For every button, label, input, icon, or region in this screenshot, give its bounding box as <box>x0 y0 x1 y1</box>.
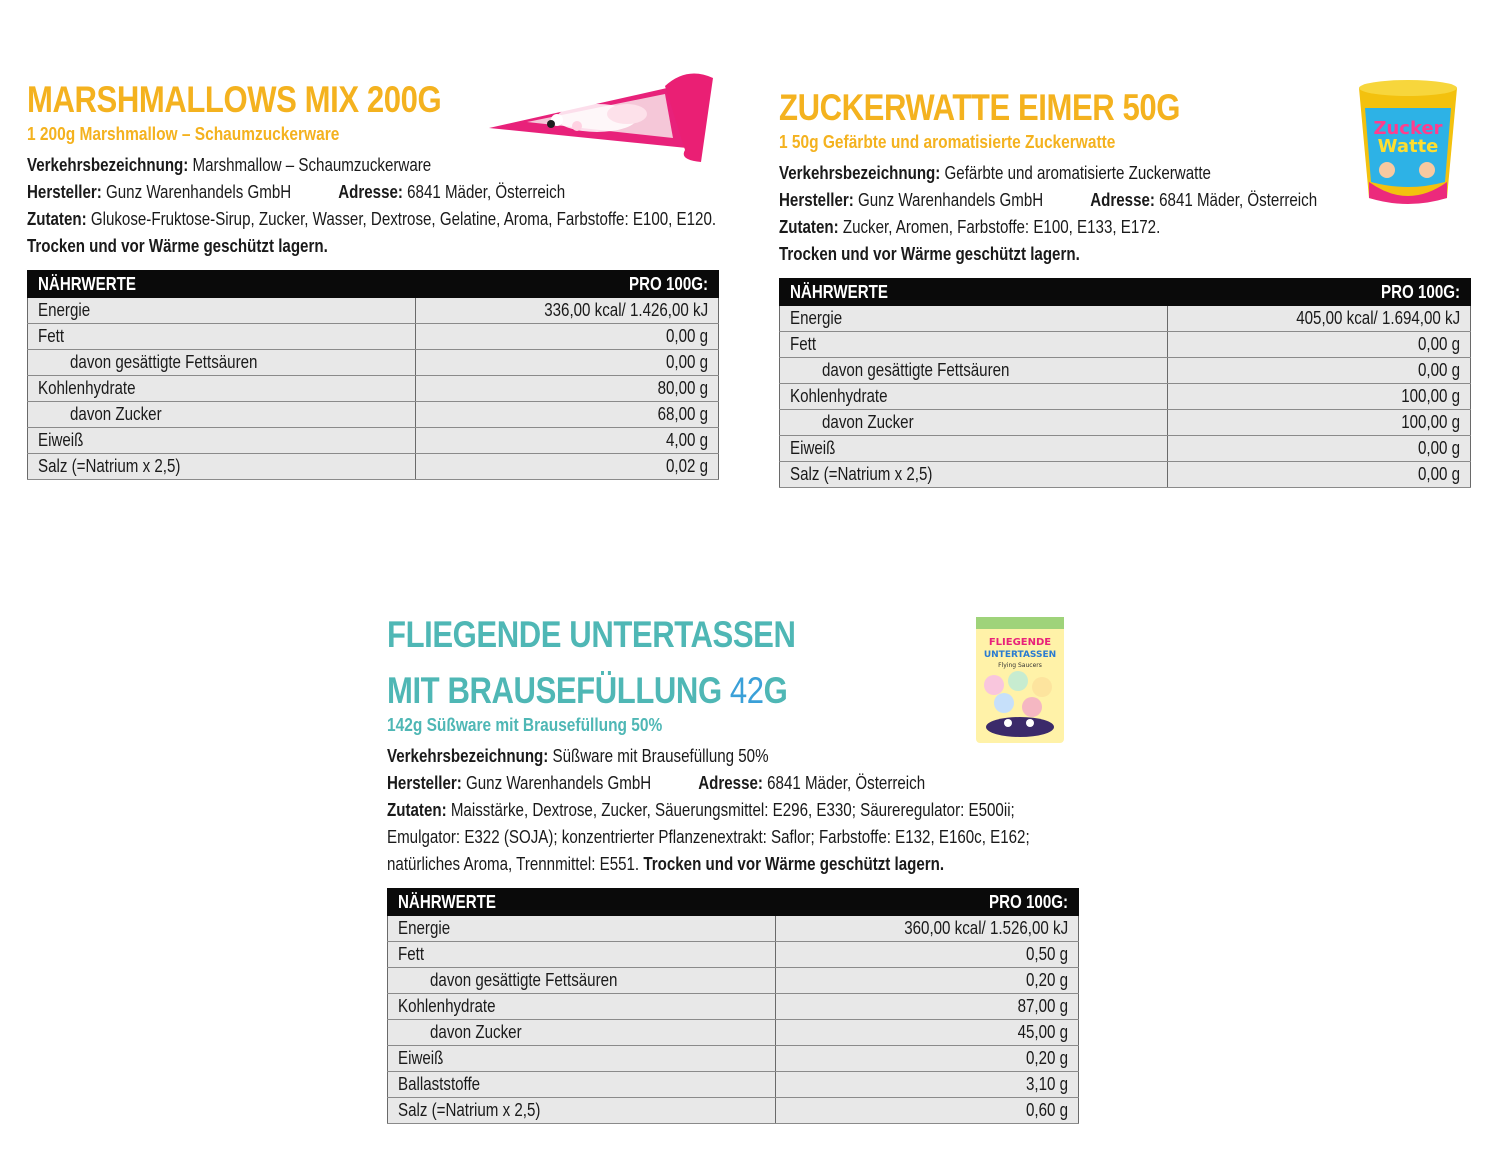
nutrient-value: 0,00 g <box>415 324 718 350</box>
table-row <box>780 358 1471 384</box>
table-row <box>28 402 719 428</box>
nutrient-label: Kohlenhydrate <box>780 384 1168 410</box>
table-row <box>388 1020 1079 1046</box>
table-header-value: PRO 100G: <box>1167 279 1470 306</box>
table-header-label: NÄHRWERTE <box>28 271 416 298</box>
table-row <box>28 376 719 402</box>
nutrient-value: 0,00 g <box>415 350 718 376</box>
value: Maisstärke, Dextrose, Zucker, Säuerungsmittel: E296, E330; Säureregulator: E500ii; Emulgator: E322 (SOJA); konzentrierter Pflanzenextrakt: Saflor; Farbstoffe: E132, E160c, E162; natürliches Aroma, Trennmittel: E551. <box>387 800 1030 874</box>
table-row <box>388 994 1079 1020</box>
nutrient-label: davon Zucker <box>28 402 416 428</box>
label: Verkehrsbezeichnung: <box>387 746 549 766</box>
title-unit: G <box>763 670 788 711</box>
nutrient-value: 360,00 kcal/ 1.526,00 kJ <box>775 916 1078 942</box>
storage-note: Trocken und vor Wärme geschützt lagern. <box>779 244 1080 264</box>
svg-text:FLIEGENDE: FLIEGENDE <box>988 637 1052 648</box>
nutrient-value: 4,00 g <box>415 428 718 454</box>
nutrient-label: Kohlenhydrate <box>388 994 776 1020</box>
table-row <box>780 332 1471 358</box>
label: Hersteller: <box>779 190 854 210</box>
product-subtitle: 142g Süßware mit Brausefüllung 50% <box>387 715 663 735</box>
nutrient-value: 0,00 g <box>1167 332 1470 358</box>
product-title-line1: FLIEGENDE UNTERTASSEN <box>387 614 796 655</box>
nutrient-label: davon Zucker <box>780 410 1168 436</box>
nutrient-label: Salz (=Natrium x 2,5) <box>28 454 416 480</box>
label: Zutaten: <box>779 217 839 237</box>
label: Verkehrsbezeichnung: <box>27 155 189 175</box>
table-row <box>388 916 1079 942</box>
nutrient-label: Eiweiß <box>28 428 416 454</box>
nutrient-label: Eiweiß <box>388 1046 776 1072</box>
nutrient-value: 0,00 g <box>1167 358 1470 384</box>
flying-saucers-bag-image <box>974 615 1066 745</box>
nutrient-label: Kohlenhydrate <box>28 376 416 402</box>
nutrient-label: Energie <box>28 298 416 324</box>
nutrition-table <box>387 888 1079 1124</box>
label: Zutaten: <box>387 800 447 820</box>
info-line <box>387 743 1076 770</box>
label: Adresse: <box>338 182 403 202</box>
label: Adresse: <box>698 773 763 793</box>
table-row <box>28 350 719 376</box>
label: Zutaten: <box>27 209 87 229</box>
nutrient-label: Salz (=Natrium x 2,5) <box>780 462 1168 488</box>
table-row <box>780 436 1471 462</box>
nutrient-label: Salz (=Natrium x 2,5) <box>388 1098 776 1124</box>
nutrient-value: 100,00 g <box>1167 384 1470 410</box>
nutrient-value: 87,00 g <box>775 994 1078 1020</box>
label: Hersteller: <box>387 773 462 793</box>
nutrition-table <box>27 270 719 480</box>
nutrient-label: Ballaststoffe <box>388 1072 776 1098</box>
value: 6841 Mäder, Österreich <box>402 182 566 202</box>
info-line <box>387 797 1076 878</box>
svg-text:Watte: Watte <box>1377 136 1439 157</box>
nutrient-value: 336,00 kcal/ 1.426,00 kJ <box>415 298 718 324</box>
info-line <box>779 214 1468 241</box>
cotton-candy-bucket-image <box>1355 78 1461 210</box>
nutrient-value: 0,50 g <box>775 942 1078 968</box>
title-text: MIT BRAUSEFÜLLUNG <box>387 670 722 711</box>
table-header-value: PRO 100G: <box>775 889 1078 916</box>
nutrient-value: 80,00 g <box>415 376 718 402</box>
nutrient-value: 0,20 g <box>775 1046 1078 1072</box>
nutrient-label: Fett <box>28 324 416 350</box>
product-subtitle: 1 50g Gefärbte und aromatisierte Zuckerwatte <box>779 132 1116 152</box>
marshmallow-cone-image <box>487 66 719 166</box>
table-row <box>388 968 1079 994</box>
nutrition-table <box>779 278 1471 488</box>
value: Glukose-Fruktose-Sirup, Zucker, Wasser, Dextrose, Gelatine, Aroma, Farbstoffe: E100, E120. <box>86 209 717 229</box>
table-row <box>780 410 1471 436</box>
nutrient-label: Fett <box>780 332 1168 358</box>
nutrient-value: 0,60 g <box>775 1098 1078 1124</box>
table-row <box>28 428 719 454</box>
storage-note: Trocken und vor Wärme geschützt lagern. <box>643 854 945 874</box>
product-subtitle: 1 200g Marshmallow – Schaumzuckerware <box>27 124 340 144</box>
nutrient-label: davon Zucker <box>388 1020 776 1046</box>
value: Marshmallow – Schaumzuckerware <box>188 155 432 175</box>
label: Adresse: <box>1090 190 1155 210</box>
nutrient-label: Energie <box>780 306 1168 332</box>
value: Gefärbte und aromatisierte Zuckerwatte <box>940 163 1211 183</box>
table-row <box>388 1072 1079 1098</box>
product-title: ZUCKERWATTE EIMER 50G <box>779 87 1181 128</box>
product-title-line2 <box>387 669 968 713</box>
nutrient-value: 0,00 g <box>1167 462 1470 488</box>
table-row <box>780 306 1471 332</box>
value: 6841 Mäder, Österreich <box>1154 190 1318 210</box>
table-row <box>388 942 1079 968</box>
info-line <box>27 179 716 206</box>
title-number: 42 <box>729 670 764 711</box>
svg-text:UNTERTASSEN: UNTERTASSEN <box>983 650 1057 660</box>
value: Gunz Warenhandels GmbH <box>853 190 1044 210</box>
info-line <box>387 770 1076 797</box>
label: Hersteller: <box>27 182 102 202</box>
nutrient-value: 100,00 g <box>1167 410 1470 436</box>
nutrient-label: Fett <box>388 942 776 968</box>
table-row <box>28 324 719 350</box>
nutrient-label: davon gesättigte Fettsäuren <box>388 968 776 994</box>
nutrient-value: 0,00 g <box>1167 436 1470 462</box>
storage-note: Trocken und vor Wärme geschützt lagern. <box>27 236 328 256</box>
table-header-label: NÄHRWERTE <box>780 279 1168 306</box>
nutrient-label: davon gesättigte Fettsäuren <box>780 358 1168 384</box>
svg-text:Zucker: Zucker <box>1373 118 1443 139</box>
value: Süßware mit Brausefüllung 50% <box>548 746 769 766</box>
value: 6841 Mäder, Österreich <box>762 773 926 793</box>
table-row <box>780 384 1471 410</box>
nutrient-label: Energie <box>388 916 776 942</box>
table-header-label: NÄHRWERTE <box>388 889 776 916</box>
nutrient-value: 45,00 g <box>775 1020 1078 1046</box>
svg-text:Flying Saucers: Flying Saucers <box>998 662 1042 669</box>
product-title: MARSHMALLOWS MIX 200G <box>27 79 442 120</box>
nutrient-value: 405,00 kcal/ 1.694,00 kJ <box>1167 306 1470 332</box>
info-line <box>27 206 716 233</box>
nutrient-value: 68,00 g <box>415 402 718 428</box>
value: Gunz Warenhandels GmbH <box>101 182 292 202</box>
nutrient-label: davon gesättigte Fettsäuren <box>28 350 416 376</box>
value: Gunz Warenhandels GmbH <box>461 773 652 793</box>
table-row <box>388 1098 1079 1124</box>
table-row <box>388 1046 1079 1072</box>
table-row <box>28 298 719 324</box>
label: Verkehrsbezeichnung: <box>779 163 941 183</box>
nutrient-value: 3,10 g <box>775 1072 1078 1098</box>
nutrient-label: Eiweiß <box>780 436 1168 462</box>
table-row <box>28 454 719 480</box>
nutrient-value: 0,20 g <box>775 968 1078 994</box>
value: Zucker, Aromen, Farbstoffe: E100, E133, E172. <box>838 217 1161 237</box>
table-row <box>780 462 1471 488</box>
table-header-value: PRO 100G: <box>415 271 718 298</box>
nutrient-value: 0,02 g <box>415 454 718 480</box>
